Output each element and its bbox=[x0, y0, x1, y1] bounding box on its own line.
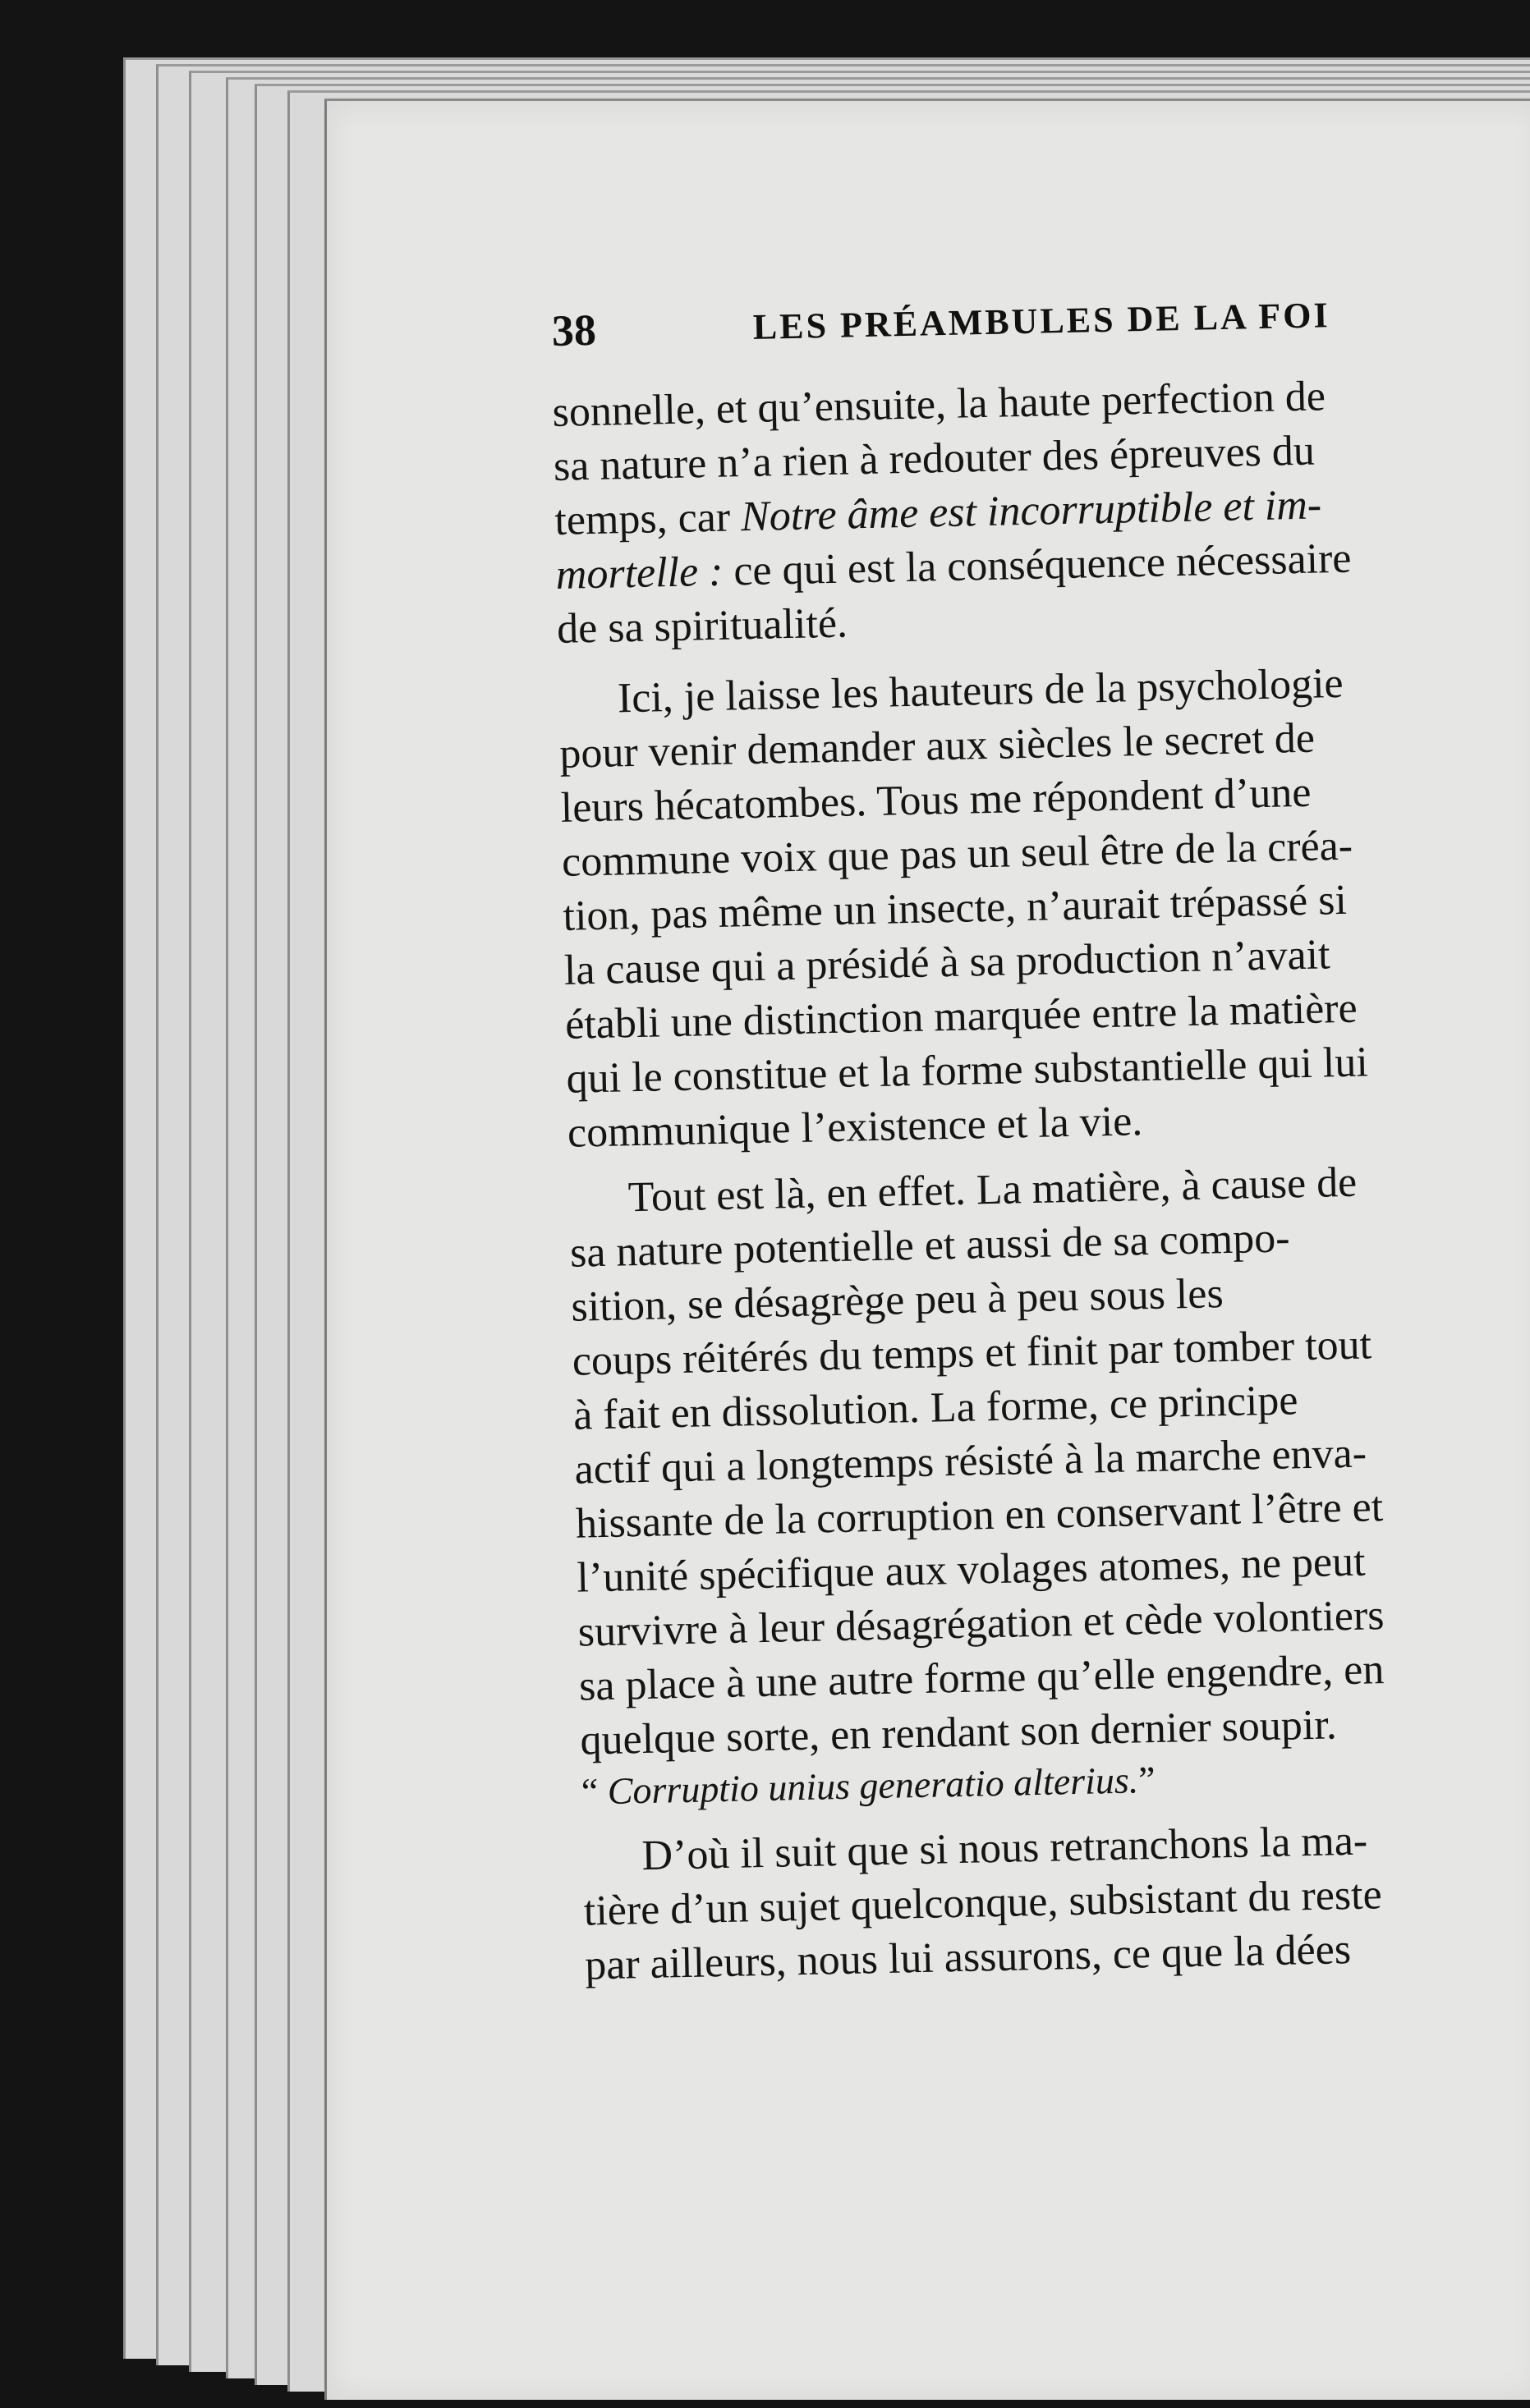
text-line: tion, pas même un insecte, n’aurait trépassé si bbox=[562, 876, 1348, 940]
text-line: commune voix que pas un seul être de la créa- bbox=[561, 822, 1353, 886]
text-line: qui le constitue et la forme substantielle qui lui bbox=[566, 1039, 1369, 1103]
text-line: pour venir demander aux siècles le secret de bbox=[558, 714, 1316, 777]
text-line: leurs hécatombes. Tous me répondent d’une bbox=[560, 768, 1312, 832]
italic-phrase: Corruptio unius generatio alterius. bbox=[607, 1759, 1139, 1812]
italic-phrase: mortelle : bbox=[555, 548, 724, 599]
text-line: établi une distinction marquée entre la matière bbox=[564, 984, 1358, 1048]
text-line: communique l’existence et la vie. bbox=[567, 1098, 1143, 1157]
text-line: coups réitérés du temps et finit par tomber tout bbox=[572, 1321, 1372, 1385]
paragraph-start: D’où il suit que si nous retranchons la ma- bbox=[641, 1817, 1368, 1880]
italic-phrase: Notre âme est incorruptible et im- bbox=[740, 481, 1322, 541]
text-line: la cause qui a présidé à sa production n’avait bbox=[563, 931, 1331, 994]
text-line: actif qui a longtemps résisté à la marche enva- bbox=[574, 1429, 1367, 1493]
text-line: à fait en dissolution. La forme, ce principe bbox=[572, 1377, 1298, 1439]
latin-citation: “ Corruptio unius generatio alterius.” bbox=[581, 1758, 1156, 1813]
text-line: sonnelle, et qu’ensuite, la haute perfection de bbox=[552, 373, 1326, 436]
text-line: par ailleurs, nous lui assurons, ce que la dées bbox=[584, 1926, 1352, 1989]
body-text bbox=[552, 365, 1530, 1987]
text-line: hissante de la corruption en conservant l’être et bbox=[575, 1484, 1384, 1548]
text-line: tière d’un sujet quelconque, subsistant du reste bbox=[583, 1871, 1383, 1935]
text-line: sa nature potentielle et aussi de sa compo- bbox=[569, 1214, 1291, 1277]
text-line: de sa spiritualité. bbox=[556, 599, 848, 653]
text-line: sition, se désagrège peu à peu sous les bbox=[570, 1270, 1224, 1331]
text-line: l’unité spécifique aux volages atomes, ne peut bbox=[576, 1538, 1367, 1602]
text-line: sa nature n’a rien à redouter des épreuves du bbox=[553, 427, 1316, 490]
paragraph-start: Tout est là, en effet. La matière, à cause de bbox=[627, 1158, 1358, 1222]
text-line: sa place à une autre forme qu’elle engendre, en bbox=[578, 1646, 1385, 1710]
text-line: survivre à leur désagrégation et cède volontiers bbox=[577, 1592, 1385, 1656]
running-title: LES PRÉAMBULES DE LA FOI bbox=[752, 295, 1331, 347]
text-line: mortelle : ce qui est la conséquence nécessaire bbox=[555, 534, 1352, 599]
text-line: quelque sorte, en rendant son dernier soupir. bbox=[579, 1701, 1338, 1764]
page-number: 38 bbox=[551, 305, 597, 355]
paragraph-start: Ici, je laisse les hauteurs de la psychologie bbox=[617, 659, 1344, 722]
text-line: temps, car Notre âme est incorruptible et im- bbox=[554, 481, 1322, 544]
